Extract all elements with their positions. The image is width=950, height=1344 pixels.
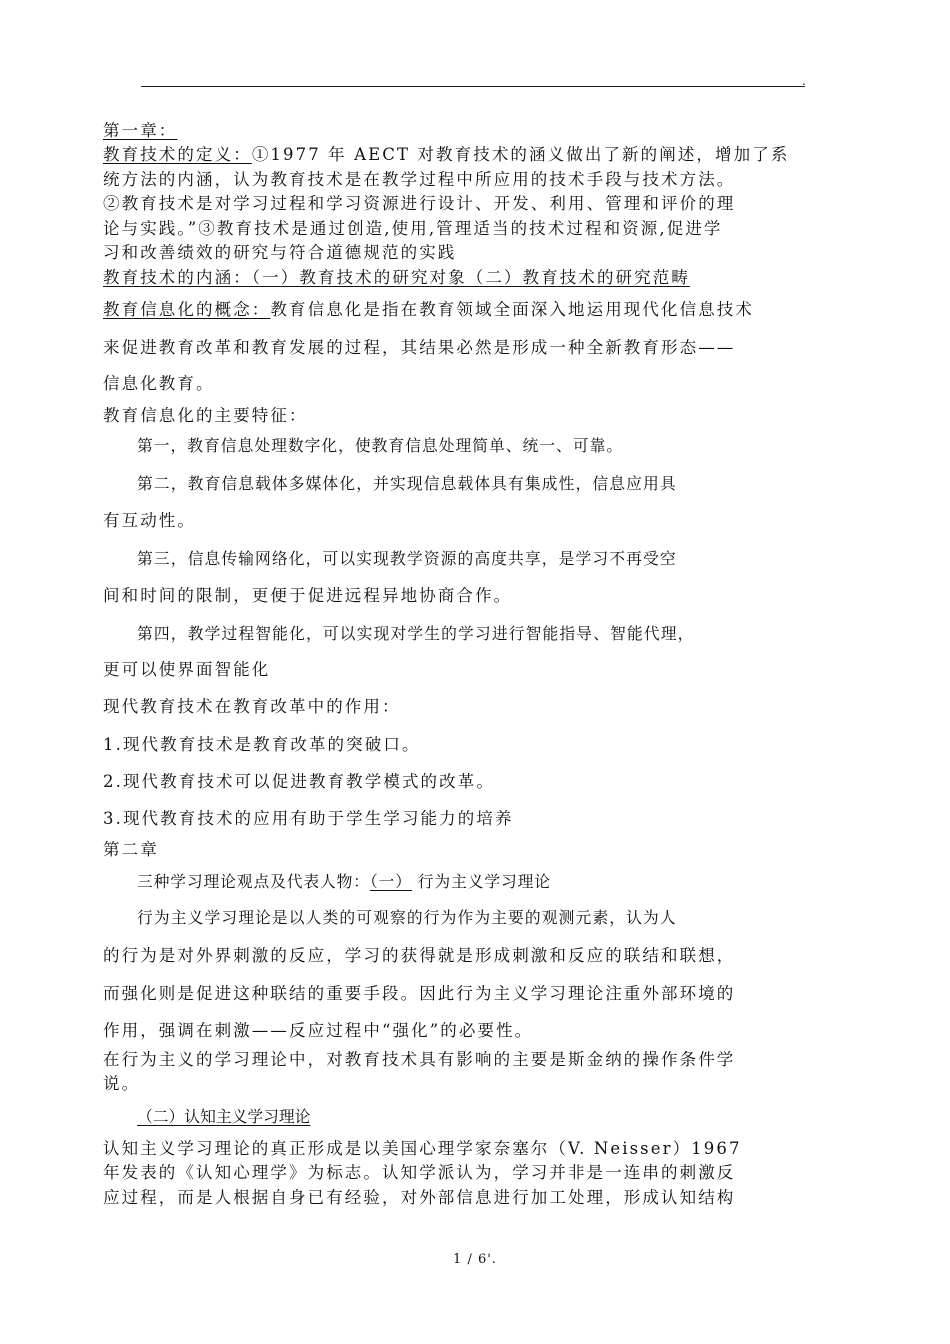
informatization-line-1 [103, 300, 833, 320]
header-mark: . [802, 74, 806, 88]
roles-title: 现代教育技术在教育改革中的作用： [103, 697, 401, 716]
theories-number: （一） [369, 872, 412, 891]
role-1: 1.现代教育技术是教育改革的突破口。 [103, 735, 421, 754]
behavior-line-5: 在行为主义的学习理论中，对教育技术具有影响的主要是斯金纳的操作条件学 [103, 1050, 736, 1069]
definition-line-5: 习和改善绩效的研究与符合道德规范的实践 [103, 243, 457, 262]
feature-4-cont: 更可以使界面智能化 [103, 660, 271, 679]
cognitive-line-1: 认知主义学习理论的真正形成是以美国心理学家奈塞尔（V. Neisser）1967 [103, 1139, 742, 1158]
feature-3-cont: 间和时间的限制，更便于促进远程异地协商合作。 [103, 586, 513, 605]
chapter-2-title: 第二章 [103, 840, 159, 859]
feature-2-cont: 有互动性。 [103, 511, 196, 530]
feature-4: 第四，教学过程智能化，可以实现对学生的学习进行智能指导、智能代理， [137, 624, 695, 643]
definition-label: 教育技术的定义： [103, 145, 252, 164]
behavior-line-4: 作用，强调在刺激——反应过程中“强化”的必要性。 [103, 1021, 534, 1040]
behavior-line-2: 的行为是对外界刺激的反应，学习的获得就是形成刺激和反应的联结和联想， [103, 946, 736, 965]
feature-3: 第三，信息传输网络化，可以实现教学资源的高度共享，是学习不再受空 [137, 549, 677, 568]
informatization-line-3: 信息化教育。 [103, 374, 215, 393]
page-number: 1 / 6'. [453, 1252, 497, 1267]
informatization-line-2: 来促进教育改革和教育发展的过程，其结果必然是形成一种全新教育形态—— [103, 338, 736, 357]
theories-heading [137, 872, 867, 892]
chapter-1-title: 第一章： [103, 121, 178, 140]
informatization-label: 教育信息化的概念： [103, 300, 271, 319]
role-3: 3.现代教育技术的应用有助于学生学习能力的培养 [103, 809, 514, 828]
cognitive-line-2: 年发表的《认知心理学》为标志。认知学派认为，学习并非是一连串的刺激反 [103, 1163, 736, 1182]
behavior-line-1: 行为主义学习理论是以人类的可观察的行为作为主要的观测元素，认为人 [137, 908, 677, 927]
theories-name: 行为主义学习理论 [411, 872, 551, 891]
behavior-line-6: 说。 [103, 1074, 141, 1093]
connotation-heading: 教育技术的内涵：（一）教育技术的研究对象（二）教育技术的研究范畴 [103, 268, 690, 287]
header-rule [141, 86, 805, 87]
definition-line-1 [103, 145, 833, 165]
definition-line-2: 统方法的内涵，认为教育技术是在教学过程中所应用的技术手段与技术方法。 [103, 170, 736, 189]
cognitive-line-3: 应过程，而是人根据自身已有经验，对外部信息进行加工处理，形成认知结构 [103, 1188, 736, 1207]
features-title: 教育信息化的主要特征： [103, 406, 308, 425]
feature-2: 第二，教育信息载体多媒体化，并实现信息载体具有集成性，信息应用具 [137, 474, 677, 493]
definition-line-4: 论与实践。”③教育技术是通过创造,使用,管理适当的技术过程和资源,促进学 [103, 219, 723, 238]
informatization-text: 教育信息化是指在教育领域全面深入地运用现代化信息技术 [270, 300, 755, 319]
feature-1: 第一，教育信息处理数字化，使教育信息处理简单、统一、可靠。 [137, 436, 624, 455]
behavior-line-3: 而强化则是促进这种联结的重要手段。因此行为主义学习理论注重外部环境的 [103, 984, 736, 1003]
definition-text: ①1977 年 AECT 对教育技术的涵义做出了新的阐述，增加了系 [251, 145, 790, 164]
role-2: 2.现代教育技术可以促进教育教学模式的改革。 [103, 772, 495, 791]
definition-line-3: ②教育技术是对学习过程和学习资源进行设计、开发、利用、管理和评价的理 [103, 194, 736, 213]
theories-prefix: 三种学习理论观点及代表人物： [137, 872, 370, 891]
cognitive-heading: （二）认知主义学习理论 [137, 1107, 311, 1126]
